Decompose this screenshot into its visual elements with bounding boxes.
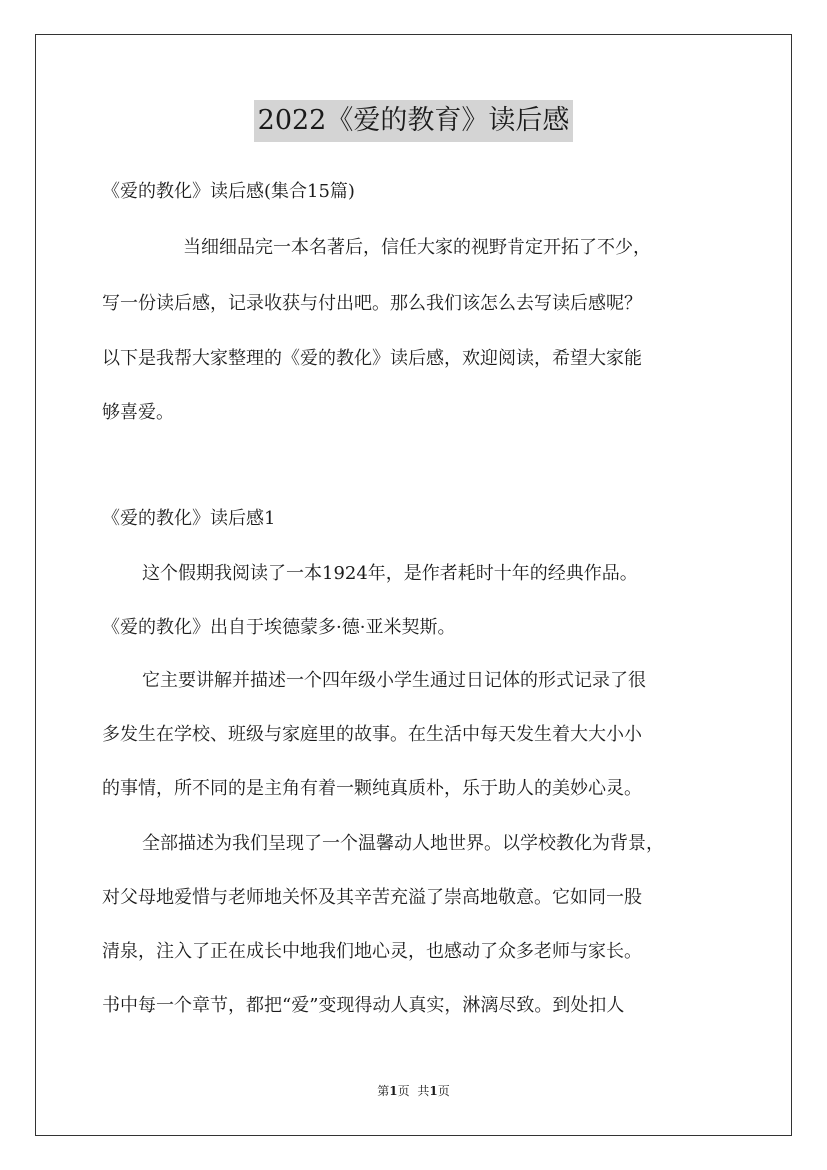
body-line: 的事情，所不同的是主角有着一颗纯真质朴，乐于助人的美妙心灵。 bbox=[102, 778, 642, 799]
body-line: 这个假期我阅读了一本1924年，是作者耗时十年的经典作品。 bbox=[142, 563, 638, 584]
page-footer bbox=[0, 1082, 827, 1099]
intro-line: 写一份读后感，记录收获与付出吧。那么我们该怎么去写读后感呢？ bbox=[102, 293, 642, 314]
intro-line: 够喜爱。 bbox=[102, 402, 174, 423]
body-line: 全部描述为我们呈现了一个温馨动人地世界。以学校教化为背景， bbox=[142, 833, 664, 854]
section-heading: 《爱的教化》读后感1 bbox=[102, 508, 276, 529]
body-line: 《爱的教化》出自于埃德蒙多·德·亚米契斯。 bbox=[102, 617, 456, 638]
body-line: 对父母地爱惜与老师地关怀及其辛苦充溢了崇高地敬意。它如同一股 bbox=[102, 887, 642, 908]
total-pages: 1 bbox=[429, 1084, 438, 1098]
page-unit: 页 bbox=[397, 1084, 410, 1098]
page-number: 1 bbox=[389, 1084, 398, 1098]
body-line: 书中每一个章节，都把“爱”变现得动人真实，淋漓尽致。到处扣人 bbox=[102, 995, 625, 1016]
page-label: 第 bbox=[377, 1084, 390, 1098]
body-line: 清泉，注入了正在成长中地我们地心灵，也感动了众多老师与家长。 bbox=[102, 941, 642, 962]
subtitle: 《爱的教化》读后感(集合15篇) bbox=[102, 181, 355, 202]
body-line: 多发生在学校、班级与家庭里的故事。在生活中每天发生着大大小小 bbox=[102, 724, 642, 745]
intro-line: 当细细品完一本名著后，信任大家的视野肯定开拓了不少， bbox=[183, 237, 651, 258]
total-unit: 页 bbox=[437, 1084, 450, 1098]
total-label: 共 bbox=[417, 1084, 430, 1098]
document-title: 2022《爱的教育》读后感 bbox=[254, 100, 574, 142]
title-container bbox=[0, 100, 827, 142]
intro-line: 以下是我帮大家整理的《爱的教化》读后感，欢迎阅读，希望大家能 bbox=[102, 348, 642, 369]
body-line: 它主要讲解并描述一个四年级小学生通过日记体的形式记录了很 bbox=[142, 670, 646, 691]
